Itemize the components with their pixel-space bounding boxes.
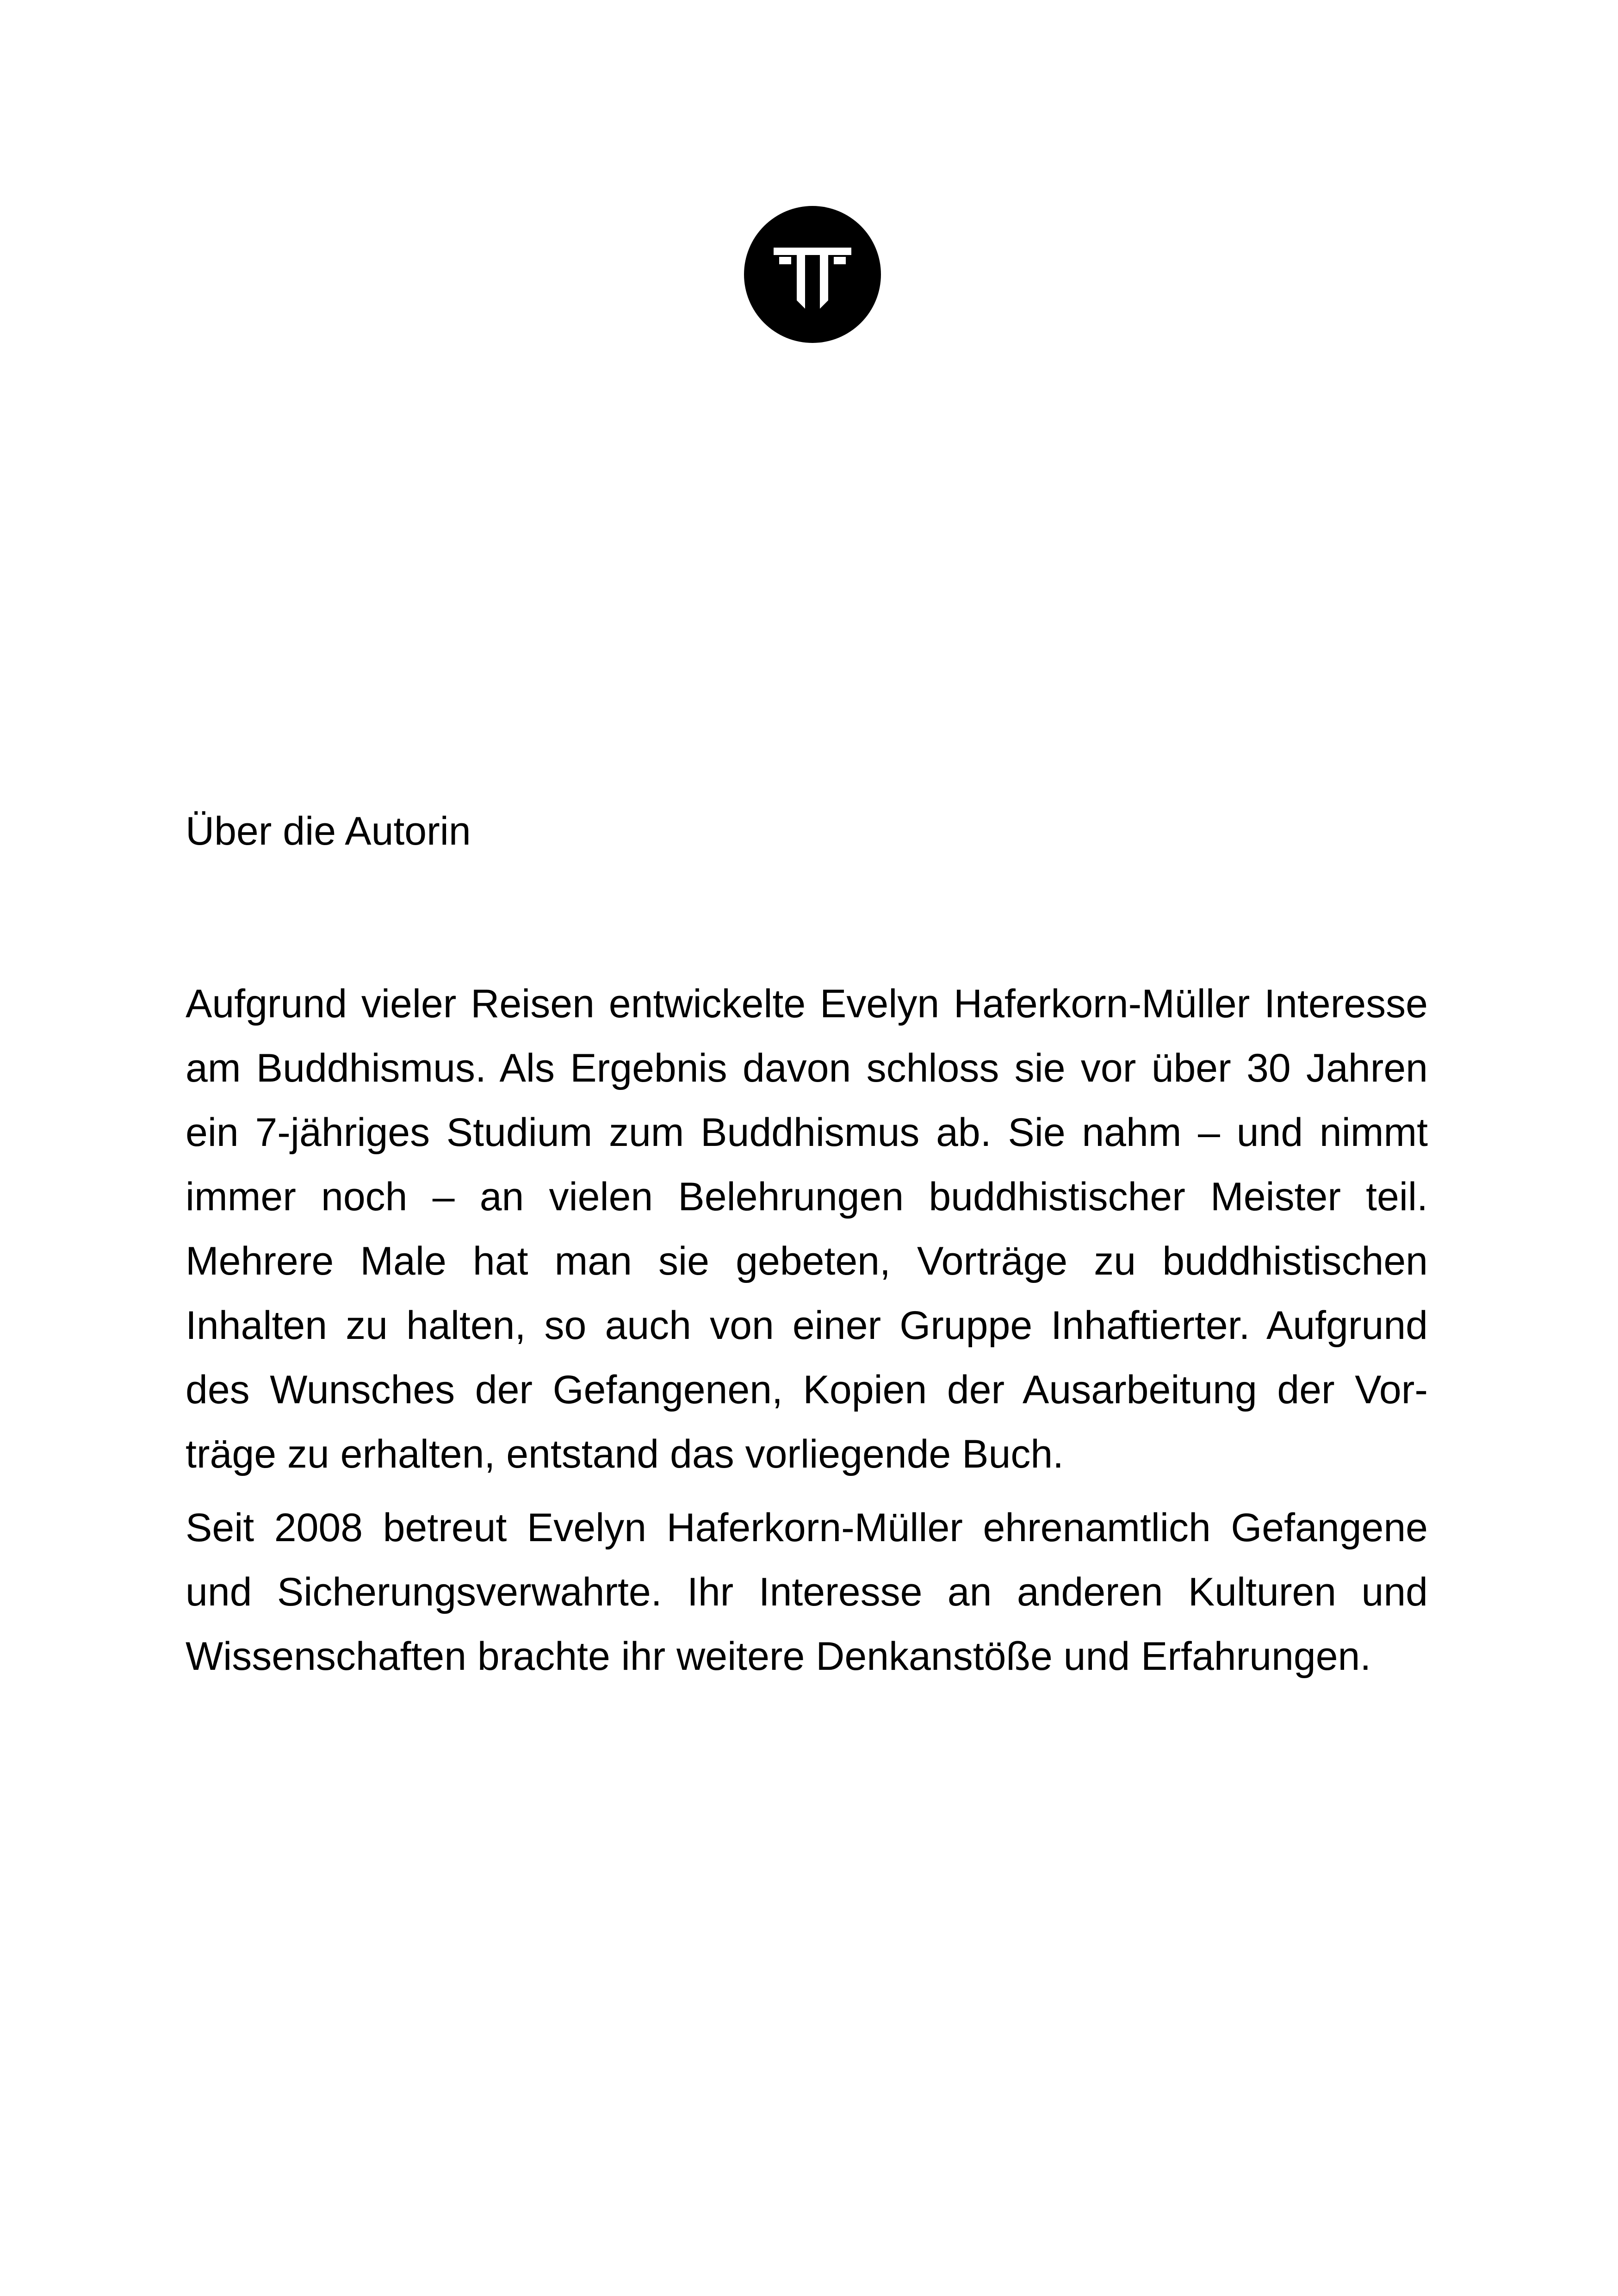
bio-paragraph-1: Aufgrund vieler Reisen entwickelte Evelyn Haferkorn-Müller Interesse am Buddhismus. Als Ergebnis davon schloss sie vor über 30 Jahren ein 7-jähriges Studium zum Buddhismus ab. Sie nahm – und nimmt immer noch – an vielen Belehrungen buddhistischer Meister teil. Mehrere Male hat man sie gebeten, Vorträge zu buddhistischen Inhalten zu halten, so auch von einer Gruppe Inhaftierter. Aufgrund des Wunsches der Gefangenen, Kopien der Ausarbeitung der Vorträge zu erhalten, entstand das vorliegende Buch. <box>186 982 1428 1476</box>
author-bio <box>186 972 1428 1689</box>
publisher-logo-icon <box>743 205 882 344</box>
bio-paragraph-2: Seit 2008 betreut Evelyn Haferkorn-Müller ehrenamtlich Gefangene und Sicherungsverwahrte. Ihr Interesse an anderen Kulturen und Wissenschaften brachte ihr weitere Denkanstöße und Erfahrungen. <box>186 1506 1428 1679</box>
section-heading: Über die Autorin <box>186 809 471 853</box>
